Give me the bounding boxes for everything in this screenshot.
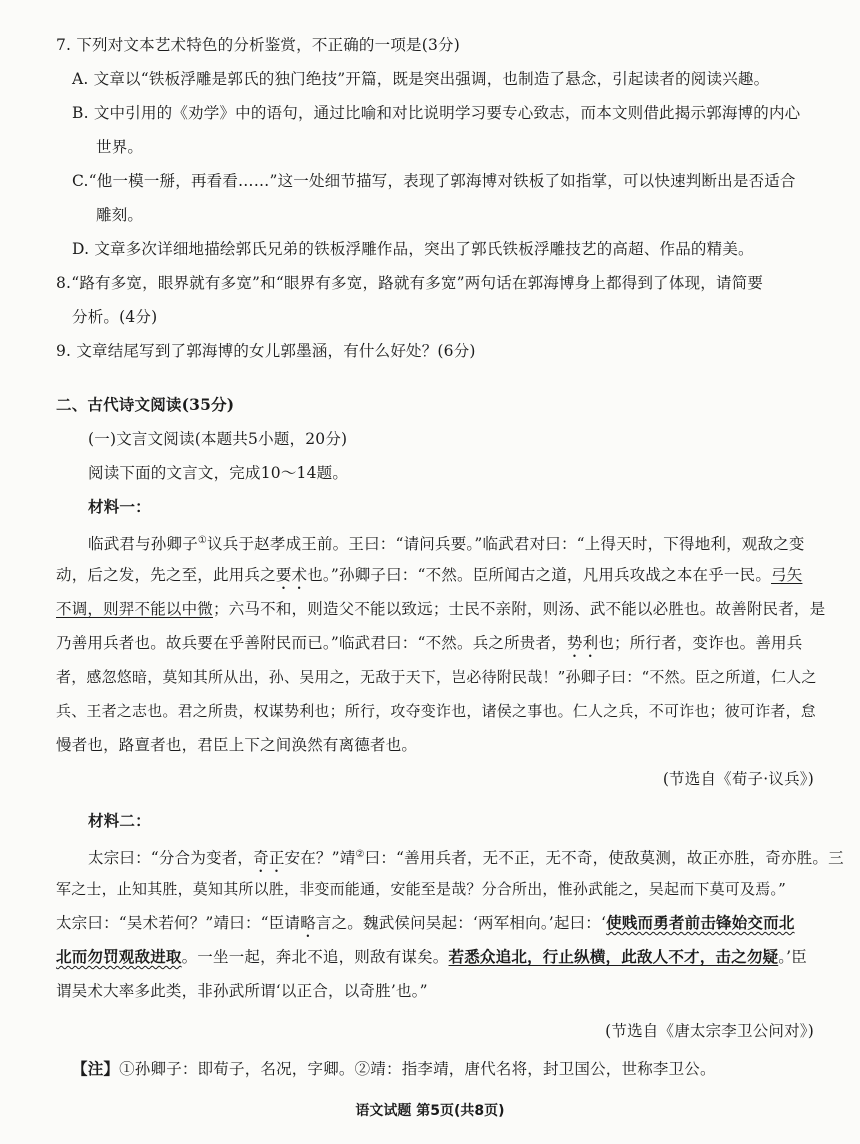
material-1-line6: 兵、王者之志也。君之所贵，权谋势利也；所行，攻夺变诈也，诸侯之事也。仁人之兵，不可诈也；彼可诈者，怠 [56, 702, 817, 720]
underlined-sentence-1a: 弓矢 [771, 566, 803, 584]
dotted-term-shili: 势利 [566, 634, 599, 652]
material-2-line4 [56, 946, 807, 968]
note-marker-1: ① [197, 535, 208, 546]
underlined-sentence-2: 若悉众追北，行止纵横，此敌人不才，击之勿疑 [448, 947, 779, 966]
text-span: 太宗曰：“分合为变者， [88, 849, 254, 868]
text-span: 也；所行者，变诈也。善用兵 [598, 634, 803, 652]
text-span: 。’臣 [778, 948, 807, 966]
material-1-source: (节选自《荀子·议兵》) [662, 770, 814, 788]
dotted-term-qizheng: 奇正 [253, 849, 285, 868]
text-span: 也。”孙卿子曰：“不然。臣所闻古之道，凡用兵攻战之本在乎一民。 [307, 566, 772, 584]
question-7-option-d: D. 文章多次详细地描绘郭氏兄弟的铁板浮雕作品，突出了郭氏铁板浮雕技艺的高超、作品的精美。 [72, 240, 754, 258]
annotation-text: ①孙卿子：即荀子，名况，字卿。②靖：指李靖，唐代名将，封卫国公，世称李卫公。 [119, 1060, 716, 1078]
material-1-label: 材料一： [88, 497, 151, 516]
text-span: 动，后之发，先之至，此用兵之 [56, 566, 276, 584]
material-2-line3 [56, 912, 795, 941]
question-8-line1: 8.“路有多宽，眼界就有多宽”和“眼界有多宽，路就有多宽”两句话在郭海博身上都得到了体现，请简要 [56, 274, 764, 292]
text-span: 乃善用兵者也。故兵要在乎善附民而已。”临武君曰：“不然。兵之所贵者， [56, 634, 567, 652]
material-2-line2: 军之士，止知其胜，莫知其所以胜，非变而能通，安能至是哉？分合所出，惟孙武能之，吴起而下莫可及焉。” [56, 880, 786, 898]
section-2-subtitle: (一)文言文阅读(本题共5小题，20分) [88, 430, 348, 448]
section-2-title: 二、古代诗文阅读(35分) [56, 395, 235, 414]
text-span: 临武君与孙卿子 [88, 535, 198, 554]
text-span: 安在？”靖 [284, 849, 356, 868]
text-span: 太宗曰：“吴术若何？”靖曰：“臣请 [56, 914, 301, 932]
material-1-line4 [56, 632, 802, 661]
text-span: 言之。魏武侯问吴起：‘两军相向。’起曰：‘ [315, 914, 607, 932]
text-span: 议兵于赵孝成王前。王曰：“请问兵要。”临武君对曰：“上得天时，下得地利，观敌之变 [207, 535, 805, 554]
material-2-source: (节选自《唐太宗李卫公问对》) [605, 1022, 814, 1040]
question-7-option-a: A. 文章以“铁板浮雕是郭氏的独门绝技”开篇，既是突出强调，也制造了悬念，引起读者的阅读兴趣。 [72, 70, 770, 88]
text-span: 曰：“善用兵者，无不正，无不奇，使敌莫测，故正亦胜，奇亦胜。三 [364, 849, 844, 868]
text-span: 。一坐一起，奔北不追，则敌有谋矣。 [181, 948, 449, 966]
wavy-sentence-b: 北而勿罚观敌进取 [56, 947, 182, 966]
material-2-label: 材料二： [88, 811, 151, 830]
note-marker-2: ② [355, 849, 365, 860]
dotted-term-lue: 略 [300, 914, 316, 932]
section-2-intro: 阅读下面的文言文，完成10～14题。 [88, 464, 349, 482]
question-7-option-c-line1: C.“他一模一掰，再看看……”这一处细节描写，表现了郭海博对铁板了如指掌，可以快速判断出是否适合 [72, 172, 796, 190]
dotted-term-yaoshu: 要术 [275, 566, 308, 584]
question-7-option-c-line2: 雕刻。 [96, 206, 144, 224]
question-9: 9. 文章结尾写到了郭海博的女儿郭墨涵，有什么好处？(6分) [56, 342, 476, 360]
material-1-line3 [56, 598, 825, 620]
annotation [72, 1058, 716, 1080]
material-1-line7: 慢者也，路亶者也，君臣上下之间涣然有离德者也。 [56, 736, 418, 754]
question-7-stem: 7. 下列对文本艺术特色的分析鉴赏，不正确的一项是(3分) [56, 36, 460, 54]
question-7-option-b-line2: 世界。 [96, 138, 144, 156]
material-1-line5: 者，感忽悠暗，莫知其所从出，孙、吴用之，无敌于天下，岂必待附民哉！”孙卿子曰：“不然。臣之所道，仁人之 [56, 668, 817, 686]
annotation-label: 【注】 [72, 1059, 120, 1078]
material-1-line2 [56, 564, 802, 593]
material-2-line1 [88, 844, 844, 876]
material-2-line5: 谓吴术大率多此类，非孙武所谓‘以正合，以奇胜’也。” [56, 982, 428, 1000]
page-footer: 语文试题 第5页(共8页) [355, 1103, 505, 1119]
wavy-sentence-a: 使贱而勇者前击锋始交而北 [606, 913, 795, 932]
material-1-line1 [88, 530, 805, 555]
underlined-sentence-1b: 不调，则羿不能以中微 [56, 600, 214, 618]
question-7-option-b-line1: B. 文中引用的《劝学》中的语句，通过比喻和对比说明学习要专心致志，而本文则借此揭示郭海博的内心 [72, 104, 801, 122]
question-8-line2: 分析。(4分) [72, 308, 158, 326]
text-span: ；六马不和，则造父不能以致远；士民不亲附，则汤、武不能以必胜也。故善附民者，是 [213, 600, 826, 618]
